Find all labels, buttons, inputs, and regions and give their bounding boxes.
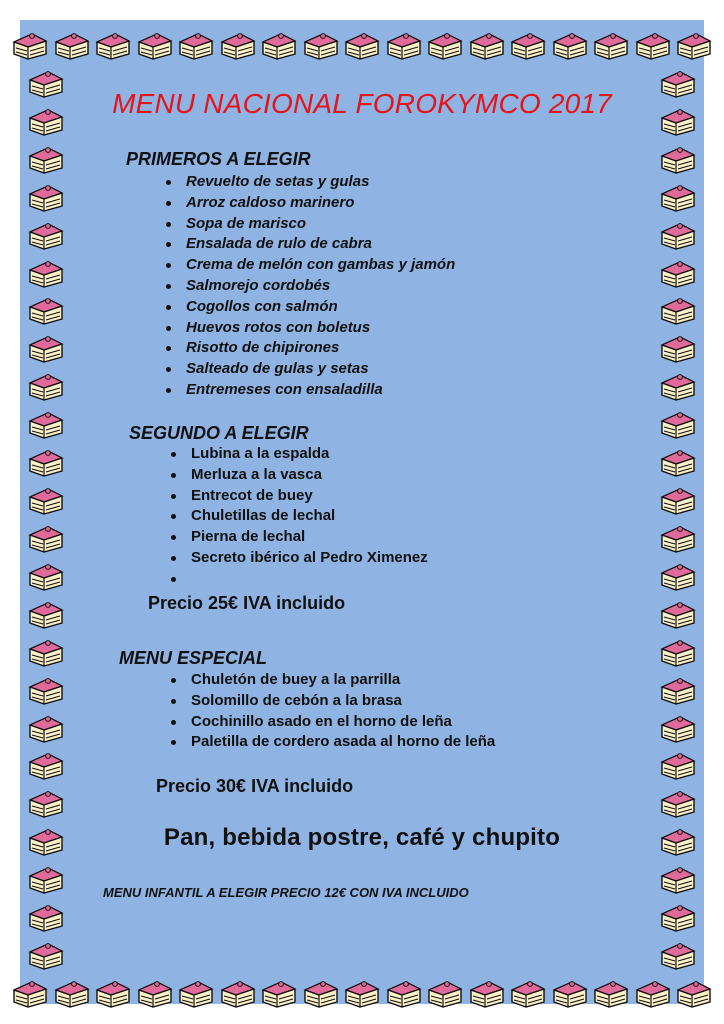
segundo-list	[168, 444, 428, 590]
list-item: Arroz caldoso marinero	[163, 193, 455, 214]
segundo-heading: SEGUNDO A ELEGIR	[129, 423, 309, 443]
list-item: Chuletillas de lechal	[168, 506, 428, 527]
list-item: Lubina a la espalda	[168, 444, 428, 465]
list-item: Entremeses con ensaladilla	[163, 380, 455, 401]
list-item: Cogollos con salmón	[163, 297, 455, 318]
especial-heading: MENU ESPECIAL	[119, 648, 268, 668]
primeros-list	[163, 172, 455, 401]
list-item: Chuletón de buey a la parrilla	[168, 670, 495, 691]
especial-price: Precio 30€ IVA incluido	[156, 776, 354, 796]
list-item: Pierna de lechal	[168, 527, 428, 548]
list-item: Revuelto de setas y gulas	[163, 172, 455, 193]
list-item: Huevos rotos con boletus	[163, 318, 455, 339]
list-item: Solomillo de cebón a la brasa	[168, 691, 495, 712]
list-item: Salmorejo cordobés	[163, 276, 455, 297]
includes-text: Pan, bebida postre, café y chupito	[163, 824, 561, 851]
list-item: Ensalada de rulo de cabra	[163, 234, 455, 255]
list-item: Salteado de gulas y setas	[163, 359, 455, 380]
especial-list	[168, 670, 495, 753]
list-item: Merluza a la vasca	[168, 465, 428, 486]
list-item: Entrecot de buey	[168, 486, 428, 507]
segundo-price: Precio 25€ IVA incluido	[148, 593, 346, 613]
list-item: Cochinillo asado en el horno de leña	[168, 712, 495, 733]
primeros-heading: PRIMEROS A ELEGIR	[126, 149, 311, 169]
list-item: Sopa de marisco	[163, 214, 455, 235]
infantil-text: MENU INFANTIL A ELEGIR PRECIO 12€ CON IVA INCLUIDO	[103, 885, 469, 900]
list-item: Paletilla de cordero asada al horno de leña	[168, 732, 495, 753]
list-item: Crema de melón con gambas y jamón	[163, 255, 455, 276]
list-item: Secreto ibérico al Pedro Ximenez	[168, 548, 428, 569]
list-item: Risotto de chipirones	[163, 338, 455, 359]
list-item	[168, 569, 428, 590]
menu-title: MENU NACIONAL FOROKYMCO 2017	[112, 88, 612, 119]
